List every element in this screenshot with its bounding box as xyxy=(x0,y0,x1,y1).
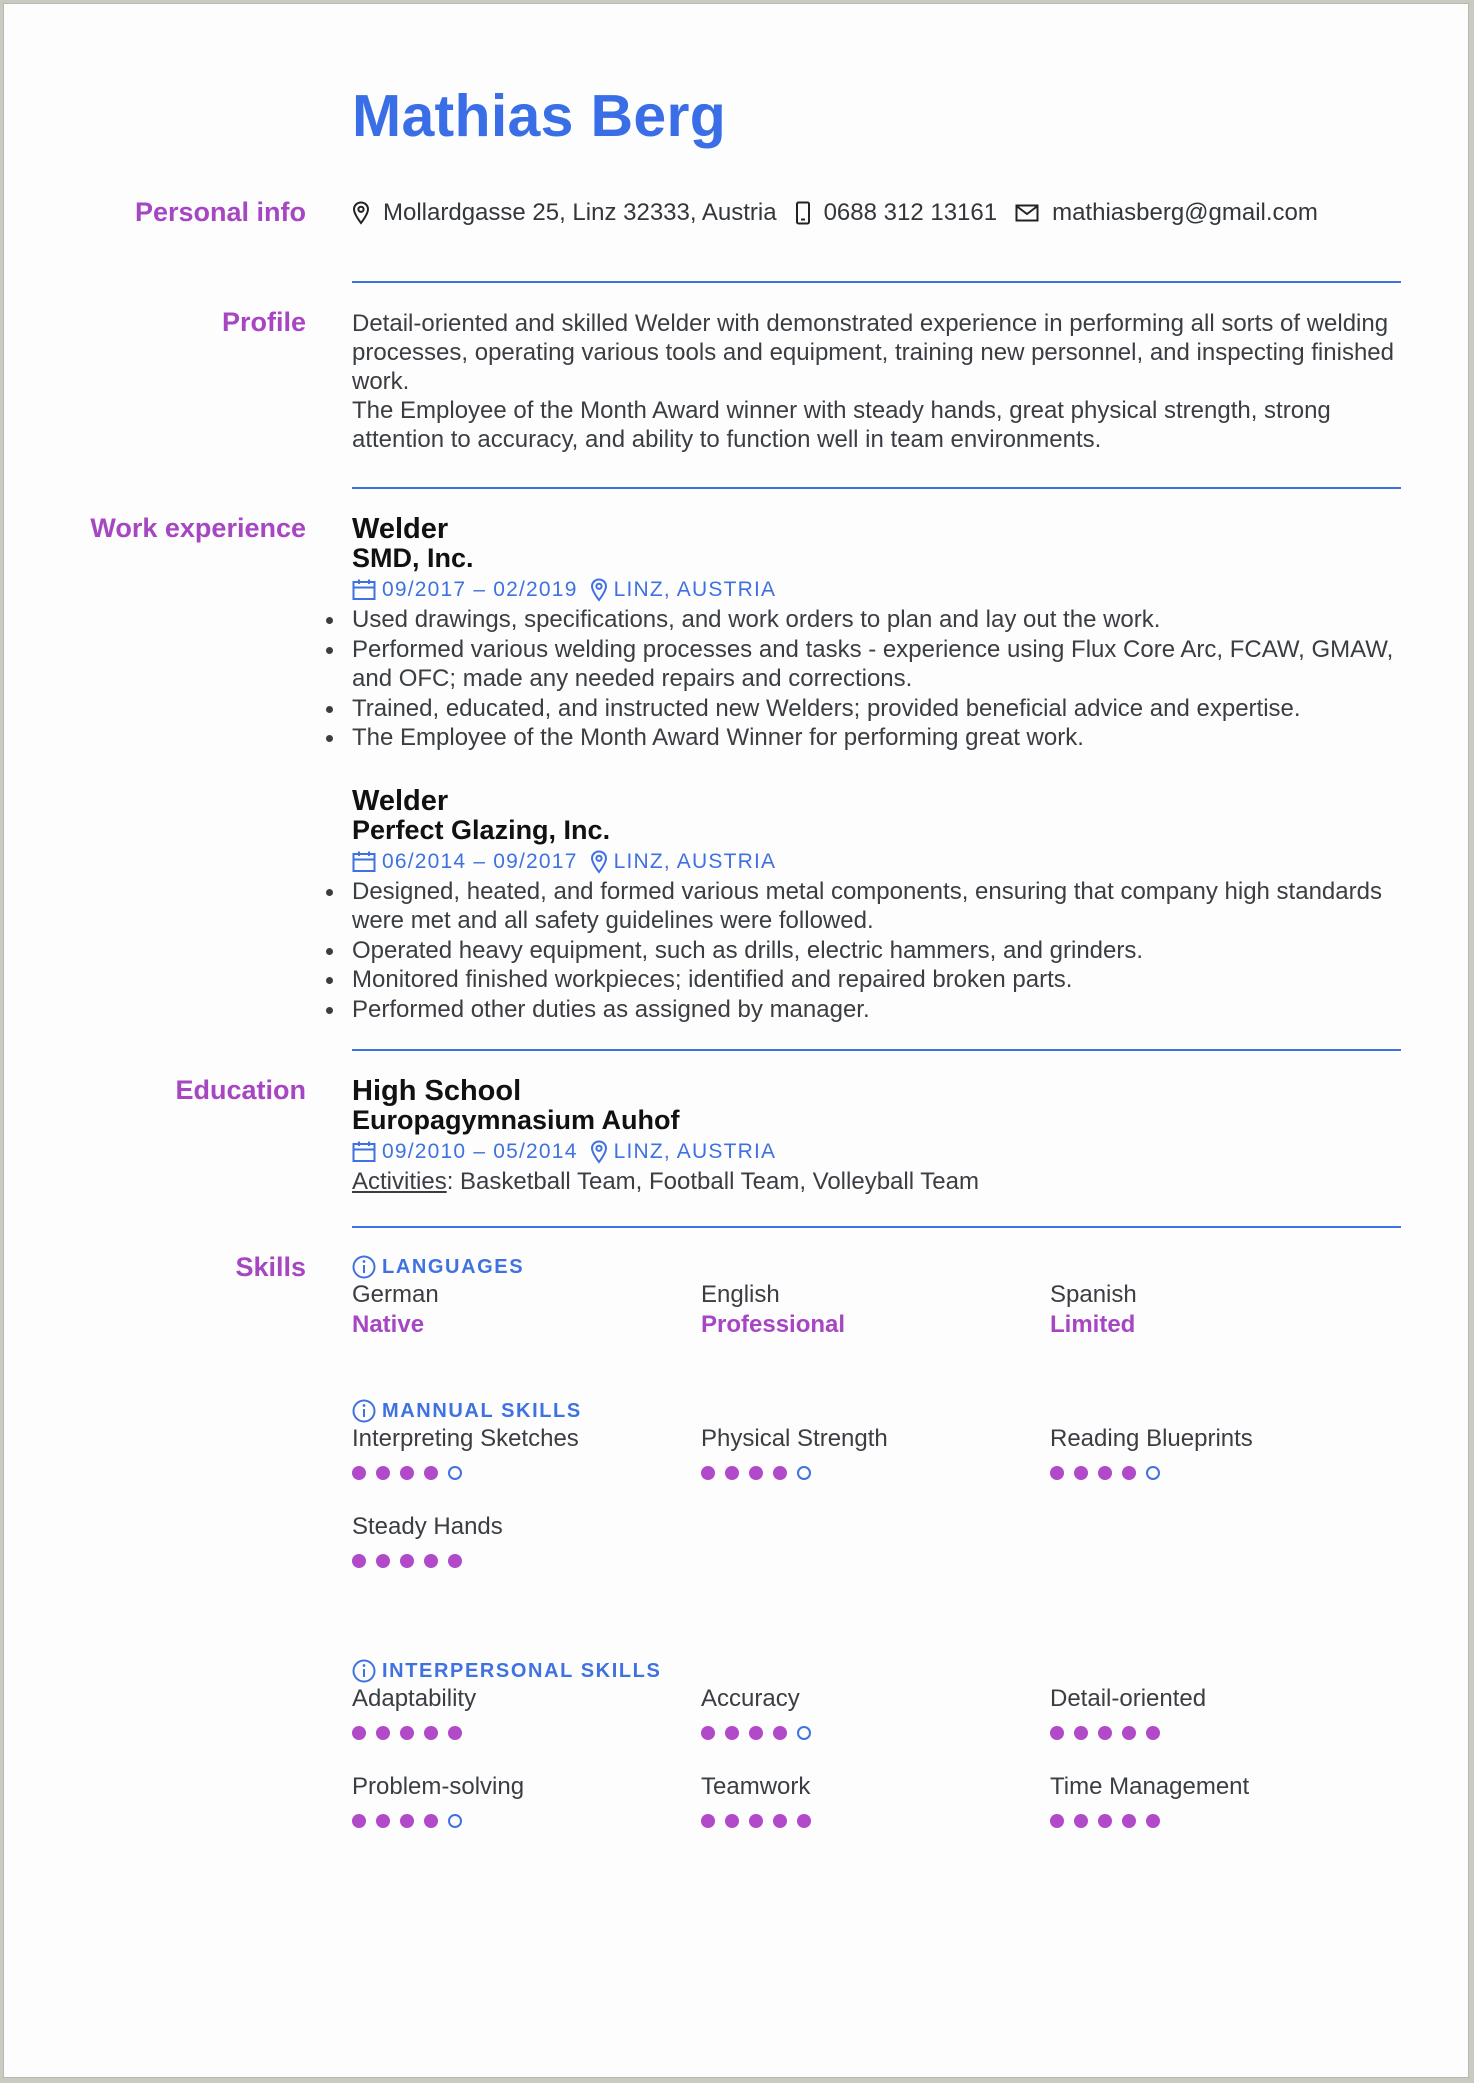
language-name: Spanish xyxy=(1050,1281,1137,1308)
rating-dot-filled xyxy=(1050,1814,1064,1828)
map-pin-icon xyxy=(590,578,608,602)
address-text: Mollardgasse 25, Linz 32333, Austria xyxy=(383,199,777,226)
languages-heading xyxy=(352,1254,1402,1280)
language-name: English xyxy=(701,1281,780,1308)
job-bullet: Trained, educated, and instructed new Welders; provided beneficial advice and expertise. xyxy=(352,694,1402,724)
job-bullet: The Employee of the Month Award Winner for performing great work. xyxy=(352,723,1402,753)
language-item xyxy=(352,1280,701,1339)
rating-dot-filled xyxy=(701,1814,715,1828)
job-bullets xyxy=(352,877,1402,1025)
skill-item xyxy=(1050,1424,1399,1512)
job-location xyxy=(590,575,777,605)
skill-item xyxy=(352,1512,701,1600)
job-meta xyxy=(352,847,1402,877)
job-location xyxy=(590,847,777,877)
languages-grid xyxy=(352,1280,1402,1339)
rating-dot-filled xyxy=(376,1814,390,1828)
rating-dot-filled xyxy=(725,1726,739,1740)
skill-item xyxy=(352,1424,701,1512)
skill-item xyxy=(1050,1684,1399,1772)
job-dates: 06/2014 – 09/2017 xyxy=(382,849,578,873)
skill-item xyxy=(1050,1772,1399,1860)
rating-dot-filled xyxy=(1098,1726,1112,1740)
job-bullet: Monitored finished workpieces; identified and repaired broken parts. xyxy=(352,965,1402,995)
info-icon xyxy=(352,1659,376,1683)
rating-dot-filled xyxy=(352,1814,366,1828)
rating-dot-filled xyxy=(376,1466,390,1480)
job-bullet: Operated heavy equipment, such as drills, electric hammers, and grinders. xyxy=(352,936,1402,966)
rating-dot-filled xyxy=(1050,1466,1064,1480)
rating-dot-filled xyxy=(1074,1814,1088,1828)
rating-dot-filled xyxy=(749,1466,763,1480)
map-pin-icon xyxy=(352,201,370,225)
rating-dot-filled xyxy=(701,1726,715,1740)
rating-dot-filled xyxy=(701,1466,715,1480)
rating-dot-filled xyxy=(725,1466,739,1480)
job-location-text: LINZ, AUSTRIA xyxy=(613,578,777,601)
skill-rating xyxy=(1050,1466,1399,1482)
section-label-skills: Skills xyxy=(235,1252,306,1282)
interpersonal-skills-title: INTERPERSONAL SKILLS xyxy=(382,1660,662,1682)
rating-dot-filled xyxy=(773,1466,787,1480)
rating-dot-filled xyxy=(797,1814,811,1828)
profile-paragraph-2: The Employee of the Month Award winner with steady hands, great physical strength, strong attention to accuracy, and ability to function well in team environments. xyxy=(352,397,1331,453)
rating-dot-filled xyxy=(424,1466,438,1480)
rating-dot-empty xyxy=(797,1466,811,1480)
divider xyxy=(352,281,1401,283)
rating-dot-empty xyxy=(1146,1466,1160,1480)
education-activities xyxy=(352,1167,1402,1197)
rating-dot-filled xyxy=(749,1726,763,1740)
job-bullets xyxy=(352,605,1402,753)
divider xyxy=(352,487,1401,489)
email-item[interactable] xyxy=(1015,199,1318,227)
education-meta xyxy=(352,1137,1402,1167)
skill-item xyxy=(701,1424,1050,1512)
rating-dot-filled xyxy=(424,1554,438,1568)
map-pin-icon xyxy=(590,850,608,874)
skill-name: Interpreting Sketches xyxy=(352,1425,579,1452)
rating-dot-filled xyxy=(400,1466,414,1480)
job-title: Welder xyxy=(352,784,449,817)
rating-dot-filled xyxy=(1122,1466,1136,1480)
language-level: Limited xyxy=(1050,1311,1136,1338)
school-name: Europagymnasium Auhof xyxy=(352,1105,680,1135)
education-location-text: LINZ, AUSTRIA xyxy=(613,1140,777,1163)
mail-icon xyxy=(1015,204,1039,222)
skill-name: Physical Strength xyxy=(701,1425,888,1452)
rating-dot-filled xyxy=(1074,1466,1088,1480)
language-item xyxy=(701,1280,1050,1339)
language-level: Professional xyxy=(701,1311,846,1338)
rating-dot-filled xyxy=(773,1814,787,1828)
rating-dot-filled xyxy=(400,1726,414,1740)
skill-rating xyxy=(352,1554,701,1570)
job-dates: 09/2017 – 02/2019 xyxy=(382,578,578,601)
skill-name: Reading Blueprints xyxy=(1050,1425,1253,1452)
info-icon xyxy=(352,1255,376,1279)
rating-dot-filled xyxy=(352,1466,366,1480)
manual-skills-grid xyxy=(352,1424,1402,1600)
job-entry xyxy=(352,784,1402,1025)
rating-dot-empty xyxy=(448,1466,462,1480)
job-meta xyxy=(352,575,1402,605)
resume-page xyxy=(3,3,1469,2078)
map-pin-icon xyxy=(590,1140,608,1164)
skill-rating xyxy=(1050,1814,1399,1830)
skill-rating xyxy=(701,1466,1050,1482)
job-title: Welder xyxy=(352,513,449,545)
skill-item xyxy=(352,1684,701,1772)
rating-dot-filled xyxy=(376,1554,390,1568)
degree-title: High School xyxy=(352,1075,522,1107)
profile-paragraph-1: Detail-oriented and skilled Welder with demonstrated experience in performing all sorts of welding processes, operating various tools and equipment, training new personnel, and inspecting finished work. xyxy=(352,310,1394,395)
section-label-work-experience: Work experience xyxy=(90,513,306,543)
language-name: German xyxy=(352,1281,439,1308)
skill-name: Detail-oriented xyxy=(1050,1685,1207,1712)
rating-dot-empty xyxy=(448,1814,462,1828)
skill-rating xyxy=(352,1814,701,1830)
email-text[interactable]: mathiasberg@gmail.com xyxy=(1052,199,1318,226)
language-item xyxy=(1050,1280,1399,1339)
rating-dot-filled xyxy=(448,1554,462,1568)
activities-label: Activities xyxy=(352,1168,447,1195)
rating-dot-filled xyxy=(400,1554,414,1568)
rating-dot-filled xyxy=(1146,1726,1160,1740)
address-item xyxy=(352,199,777,227)
skill-rating xyxy=(701,1726,1050,1742)
rating-dot-filled xyxy=(1074,1726,1088,1740)
rating-dot-filled xyxy=(1050,1726,1064,1740)
section-label-personal-info: Personal info xyxy=(134,197,306,227)
activities-text: : Basketball Team, Football Team, Volleyball Team xyxy=(446,1168,979,1195)
interpersonal-skills-grid xyxy=(352,1684,1402,1860)
contact-row xyxy=(352,199,1402,227)
rating-dot-filled xyxy=(1098,1814,1112,1828)
info-icon xyxy=(352,1399,376,1423)
job-bullet: Used drawings, specifications, and work orders to plan and lay out the work. xyxy=(352,605,1402,635)
skill-name: Adaptability xyxy=(352,1685,477,1712)
divider xyxy=(352,1226,1401,1228)
skill-rating xyxy=(701,1814,1050,1830)
job-entry xyxy=(352,515,1402,753)
calendar-icon xyxy=(352,851,376,873)
rating-dot-filled xyxy=(352,1554,366,1568)
rating-dot-filled xyxy=(725,1814,739,1828)
language-level: Native xyxy=(352,1311,425,1338)
rating-dot-filled xyxy=(376,1726,390,1740)
rating-dot-filled xyxy=(749,1814,763,1828)
rating-dot-empty xyxy=(797,1726,811,1740)
candidate-name: Mathias Berg xyxy=(352,83,727,149)
rating-dot-filled xyxy=(424,1814,438,1828)
rating-dot-filled xyxy=(1122,1726,1136,1740)
job-bullet: Designed, heated, and formed various metal components, ensuring that company high standards were met and all safety guidelines were followed. xyxy=(352,877,1402,936)
calendar-icon xyxy=(352,1141,376,1163)
skill-rating xyxy=(1050,1726,1399,1742)
languages-title: LANGUAGES xyxy=(382,1256,525,1278)
rating-dot-filled xyxy=(400,1814,414,1828)
skill-rating xyxy=(352,1726,701,1742)
skill-item xyxy=(701,1684,1050,1772)
rating-dot-filled xyxy=(1146,1814,1160,1828)
skill-name: Accuracy xyxy=(701,1685,800,1712)
skill-name: Teamwork xyxy=(701,1773,811,1800)
phone-text: 0688 312 13161 xyxy=(823,199,998,226)
skill-rating xyxy=(352,1466,701,1482)
section-label-education: Education xyxy=(175,1075,306,1105)
skill-item xyxy=(352,1772,701,1860)
job-company: SMD, Inc. xyxy=(352,543,474,573)
skill-name: Problem-solving xyxy=(352,1773,525,1800)
education-location xyxy=(590,1137,777,1167)
interpersonal-skills-heading xyxy=(352,1658,1402,1684)
section-label-profile: Profile xyxy=(221,307,306,337)
rating-dot-filled xyxy=(773,1726,787,1740)
job-location-text: LINZ, AUSTRIA xyxy=(613,849,777,873)
rating-dot-filled xyxy=(424,1726,438,1740)
skill-name: Time Management xyxy=(1050,1773,1250,1800)
skill-item xyxy=(701,1772,1050,1860)
job-bullet: Performed other duties as assigned by manager. xyxy=(352,995,1402,1025)
job-bullet: Performed various welding processes and tasks - experience using Flux Core Arc, FCAW, GMAW, and OFC; made any needed repairs and corrections. xyxy=(352,635,1402,694)
education-dates: 09/2010 – 05/2014 xyxy=(382,1140,578,1163)
phone-item xyxy=(795,199,998,227)
rating-dot-filled xyxy=(1122,1814,1136,1828)
rating-dot-filled xyxy=(352,1726,366,1740)
skill-name: Steady Hands xyxy=(352,1513,503,1540)
rating-dot-filled xyxy=(1098,1466,1112,1480)
manual-skills-title: MANNUAL SKILLS xyxy=(382,1400,582,1422)
phone-icon xyxy=(795,201,811,225)
manual-skills-heading xyxy=(352,1398,1402,1424)
calendar-icon xyxy=(352,579,376,601)
job-company: Perfect Glazing, Inc. xyxy=(352,814,611,845)
rating-dot-filled xyxy=(448,1726,462,1740)
divider xyxy=(352,1049,1401,1051)
